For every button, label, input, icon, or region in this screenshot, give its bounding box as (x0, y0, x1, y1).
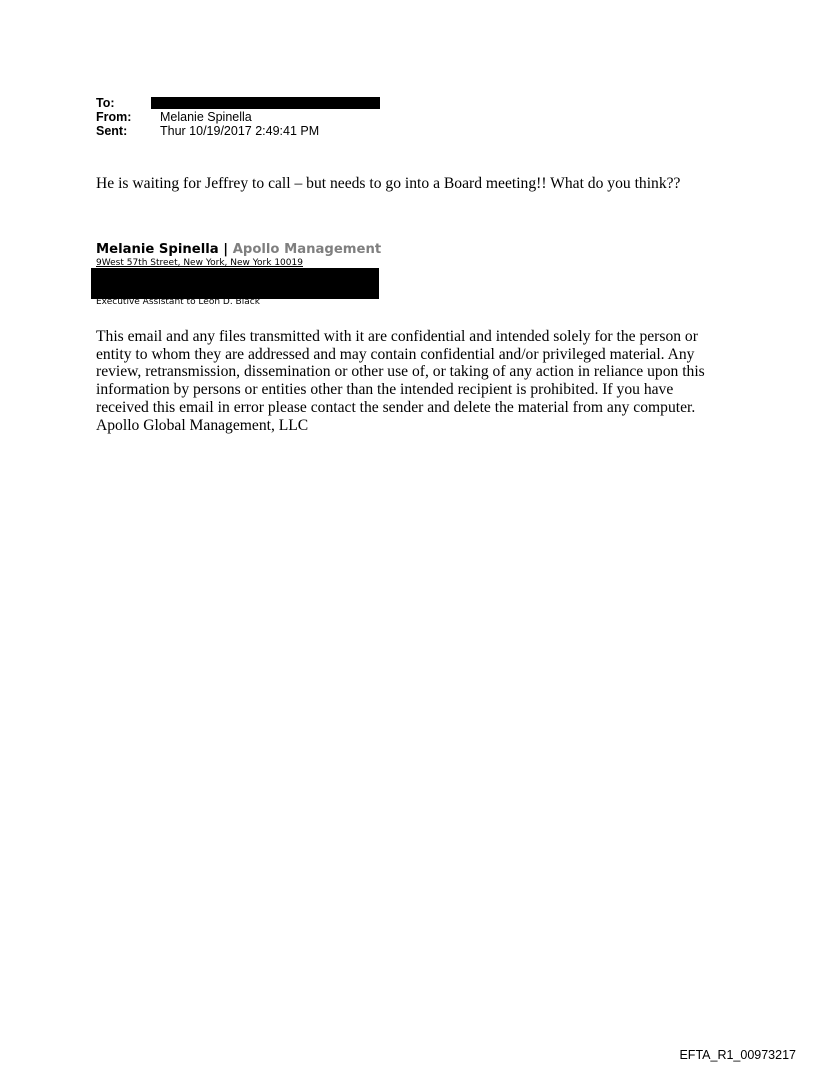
signature-name: Melanie Spinella (96, 242, 219, 257)
sent-row (96, 124, 319, 138)
to-label: To: (96, 96, 115, 110)
email-signature (96, 242, 382, 307)
signature-name-line (96, 242, 381, 258)
from-row (96, 110, 319, 124)
disclaimer-line: review, retransmission, dissemination or other use of, or taking of any action in reliance upon this (96, 363, 705, 381)
signature-address: 9West 57th Street, New York, New York 10019 (96, 258, 303, 268)
disclaimer-line: This email and any files transmitted with it are confidential and intended solely for the person or (96, 328, 698, 345)
disclaimer-line: received this email in error please contact the sender and delete the material from any computer. (96, 398, 696, 416)
message-body: He is waiting for Jeffrey to call – but needs to go into a Board meeting!! What do you think?? (96, 175, 681, 192)
from-label: From: (96, 110, 132, 124)
signature-company: Apollo Management (232, 242, 382, 257)
sent-label: Sent: (96, 124, 128, 138)
from-value: Melanie Spinella (160, 110, 252, 124)
signature-redaction (91, 268, 379, 299)
disclaimer-line: entity to whom they are addressed and may contain confidential and/or privileged material. Any (96, 345, 695, 363)
bates-number: EFTA_R1_00973217 (679, 1048, 796, 1062)
signature-title: Executive Assistant to Leon D. Black (96, 297, 260, 307)
signature-separator: | (223, 242, 229, 257)
disclaimer-line: information by persons or entities other than the intended recipient is prohibited. If you have (96, 381, 674, 399)
disclaimer-line: Apollo Global Management, LLC (96, 416, 309, 434)
sent-value: Thur 10/19/2017 2:49:41 PM (160, 124, 320, 138)
email-header (96, 96, 319, 138)
confidentiality-disclaimer (96, 328, 736, 434)
to-row (96, 96, 319, 110)
to-redaction (151, 97, 380, 109)
